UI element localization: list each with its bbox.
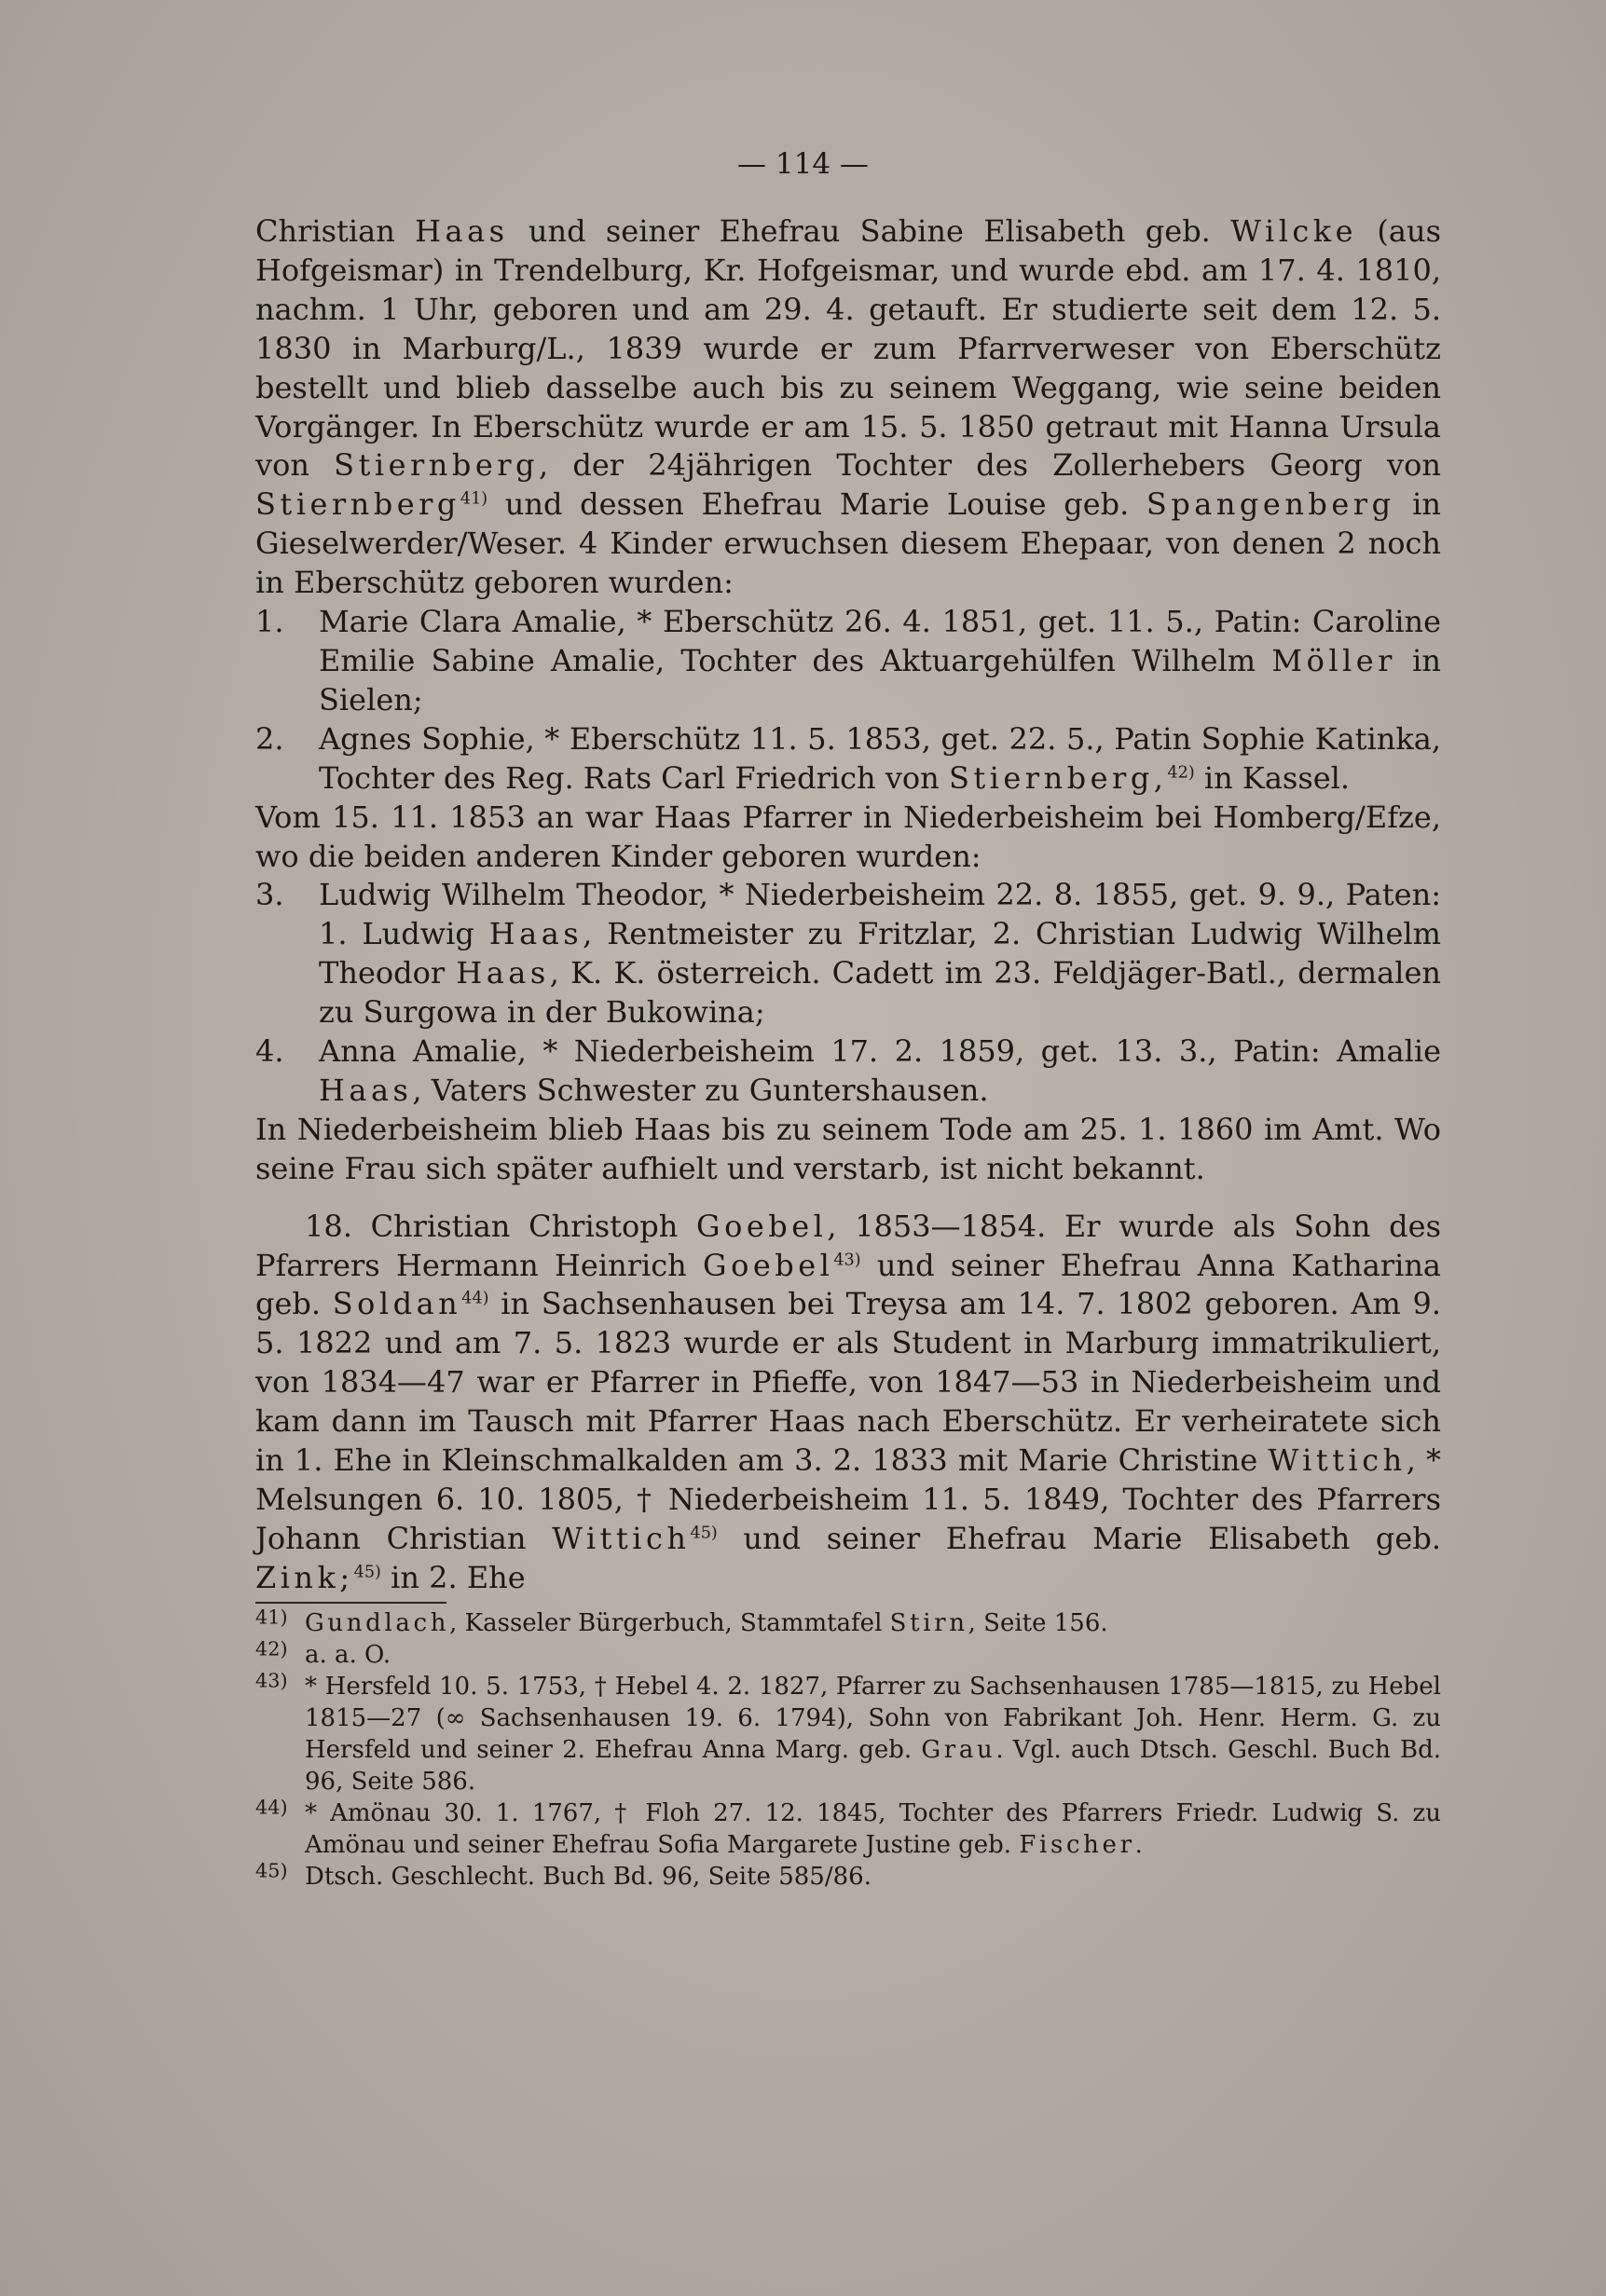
children-list-first: [255, 603, 1441, 799]
text-run: in Sachsenhausen bei Treysa am 14. 7. 1802 geboren. Am 9. 5. 1822 und am 7. 5. 1823 wurde er als Student in Marburg immatrikuliert, von 1834—47 war er Pfarrer in Pfieffe, von 1847—53 in Niederbeisheim und kam dann im Tausch mit Pfarrer Haas nach Eberschütz. Er verheiratete sich in 1. Ehe in Kleinschmalkalden am 3. 2. 1833 mit Marie Christine: [255, 1286, 1442, 1479]
footnote: [255, 1607, 1441, 1639]
text-run: Agnes Sophie, * Eberschütz 11. 5. 1853, get. 22. 5., Patin Sophie Katinka, Tochter des Reg. Rats Carl Friedrich von: [319, 720, 1441, 796]
spaced-name: Wittich: [552, 1520, 691, 1556]
text-run: Ludwig Wilhelm Theodor, * Niederbeisheim 22. 8. 1855, get. 9. 9., Paten: 1. Ludwig: [319, 877, 1441, 952]
footnote-ref[interactable]: 45): [353, 1563, 381, 1582]
text-run: und dessen Ehefrau Marie Louise geb.: [487, 486, 1146, 523]
text-run: in Sielen;: [319, 642, 1442, 718]
text-run: und seiner Ehefrau Anna Katharina geb.: [255, 1247, 1442, 1322]
footnote: [255, 1671, 1441, 1797]
transition-paragraph: Vom 15. 11. 1853 an war Haas Pfarrer in Niederbeisheim bei Homberg/Efze, wo die beiden anderen Kinder geboren wurden:: [255, 799, 1441, 874]
footnote-ref[interactable]: 41): [460, 489, 488, 509]
item-number: 2.: [255, 720, 284, 757]
text-run: in 2. Ehe: [380, 1559, 526, 1595]
text-run: . Vgl. auch Dtsch. Geschl. Buch Bd. 96, Seite 586.: [305, 1735, 1442, 1796]
item-number: 3.: [255, 877, 284, 913]
spaced-name: Haas: [319, 1072, 413, 1108]
list-item: [255, 1032, 1441, 1111]
spaced-name: Soldan: [332, 1286, 462, 1322]
text-run: * Hersfeld 10. 5. 1753, † Hebel 4. 2. 1827, Pfarrer zu Sachsenhausen 1785—1815, zu Hebel 1815—27 (∞ Sachsenhausen 19. 6. 1794), Sohn von Fabrikant Joh. Henr. Herm. G. zu Hersfeld und seiner 2. Ehefrau Anna Marg. geb.: [305, 1672, 1441, 1764]
footnote: [255, 1797, 1441, 1861]
footnote-number: 45): [255, 1859, 288, 1882]
footnote: [255, 1639, 1441, 1671]
list-item: [255, 603, 1441, 720]
spaced-name: Goebel: [696, 1208, 828, 1244]
footnote-number: 42): [255, 1637, 288, 1660]
text-run: , Kasseler Bürgerbuch, Stammtafel: [449, 1608, 890, 1637]
footnote-divider: [255, 1602, 446, 1604]
text-run: und seiner Ehefrau Sabine Elisabeth geb.: [508, 213, 1231, 249]
spaced-name: Zink;: [255, 1559, 354, 1595]
text-run: Christian: [255, 213, 416, 249]
footnote-mark: [255, 1607, 288, 1639]
section-18-paragraph: [255, 1208, 1441, 1598]
footnote-ref[interactable]: 44): [461, 1289, 489, 1308]
spaced-name: Haas: [488, 916, 583, 952]
text-run: Marie Clara Amalie, * Eberschütz 26. 4. 1851, get. 11. 5., Patin: Caroline Emilie Sabine Amalie, Tochter des Aktuargehülfen Wilhelm: [319, 604, 1441, 678]
text-run: Anna Amalie, * Niederbeisheim 17. 2. 1859, get. 13. 3., Patin: Amalie: [319, 1033, 1441, 1070]
footnote-mark: [255, 1671, 288, 1702]
text-run: und seiner Ehefrau Marie Elisabeth geb.: [717, 1520, 1441, 1556]
text-run: in Gieselwerder/Weser. 4 Kinder erwuchsen diesem Ehepaar, von denen 2 noch in Eberschütz geboren wurden:: [255, 486, 1442, 601]
text-run: Dtsch. Geschlecht. Buch Bd. 96, Seite 585/86.: [305, 1862, 872, 1891]
list-item: [255, 876, 1441, 1032]
footnote-mark: [255, 1797, 288, 1829]
spaced-name: Möller: [1271, 642, 1396, 678]
item-number: 1.: [255, 604, 284, 640]
item-number: 4.: [255, 1033, 284, 1070]
children-list-second: [255, 876, 1441, 1110]
text-run: , Rentmeister zu Fritzlar, 2. Christian Ludwig Wilhelm Theodor: [319, 916, 1442, 991]
footnote-mark: [255, 1861, 288, 1893]
main-text: [255, 212, 1441, 1893]
text-run: in Kassel.: [1194, 759, 1351, 796]
spaced-name: Stiernberg: [334, 447, 540, 484]
footnote-number: 41): [255, 1606, 288, 1629]
spaced-name: Gundlach: [305, 1608, 450, 1637]
text-run: , * Melsungen 6. 10. 1805, † Niederbeisheim 11. 5. 1849, Tochter des Pfarrers Johann Christian: [255, 1442, 1442, 1556]
spaced-name: Stirn: [889, 1608, 968, 1637]
footnote-ref[interactable]: 45): [690, 1524, 718, 1543]
spaced-name: Stiernberg,: [948, 759, 1168, 796]
text-run: 18. Christian Christoph: [305, 1208, 697, 1244]
footnote-mark: [255, 1639, 288, 1671]
page-number: — 114 —: [737, 147, 869, 181]
spaced-name: Wittich: [1268, 1442, 1407, 1479]
intro-paragraph: [255, 212, 1441, 603]
text-run: , Vaters Schwester zu Guntershausen.: [412, 1072, 989, 1108]
list-item: [255, 720, 1441, 799]
spaced-name: Wilcke: [1230, 213, 1358, 249]
spaced-name: Fischer: [1019, 1830, 1135, 1859]
spaced-name: Goebel: [703, 1247, 834, 1283]
text-run: .: [1134, 1830, 1143, 1859]
closing-paragraph: In Niederbeisheim blieb Haas bis zu seinem Tode am 25. 1. 1860 im Amt. Wo seine Frau sich später aufhielt und verstarb, ist nicht bekannt.: [255, 1111, 1441, 1186]
text-run: , K. K. österreich. Cadett im 23. Feldjäger-Batl., dermalen zu Surgowa in der Bukowina;: [319, 955, 1442, 1031]
spaced-name: Grau: [921, 1735, 996, 1764]
spaced-name: Stiernberg: [255, 486, 460, 523]
text-run: , 1853—1854. Er wurde als Sohn des Pfarrers Hermann Heinrich: [255, 1208, 1442, 1283]
footnote-number: 44): [255, 1796, 288, 1819]
spaced-name: Haas: [415, 213, 509, 249]
footnote-ref[interactable]: 42): [1167, 763, 1195, 783]
text-run: (aus Hofgeismar) in Trendelburg, Kr. Hofgeismar, und wurde ebd. am 17. 4. 1810, nachm. 1 Uhr, geboren und am 29. 4. getauft. Er studierte seit dem 12. 5. 1830 in Marburg/L., 1839 wurde er zum Pfarrverweser von Eberschütz bestellt und blieb dasselbe auch bis zu seinem Weggang, wie seine beiden Vorgänger. In Eberschütz wurde er am 15. 5. 1850 getraut mit Hanna Ursula von: [255, 213, 1442, 484]
spaced-name: Haas: [456, 955, 550, 991]
text-run: , der 24jährigen Tochter des Zollerhebers Georg von: [539, 447, 1442, 484]
footnote-ref[interactable]: 43): [833, 1250, 861, 1269]
spaced-name: Spangenberg: [1146, 486, 1395, 523]
footnote-number: 43): [255, 1669, 288, 1692]
text-run: , Seite 156.: [968, 1608, 1108, 1637]
footnotes: [255, 1607, 1441, 1893]
text-run: * Amönau 30. 1. 1767, † Floh 27. 12. 1845, Tochter des Pfarrers Friedr. Ludwig S. zu Amönau und seiner Ehefrau Sofia Margarete Justine geb.: [305, 1798, 1441, 1859]
text-run: a. a. O.: [305, 1640, 391, 1669]
footnote: [255, 1861, 1441, 1893]
